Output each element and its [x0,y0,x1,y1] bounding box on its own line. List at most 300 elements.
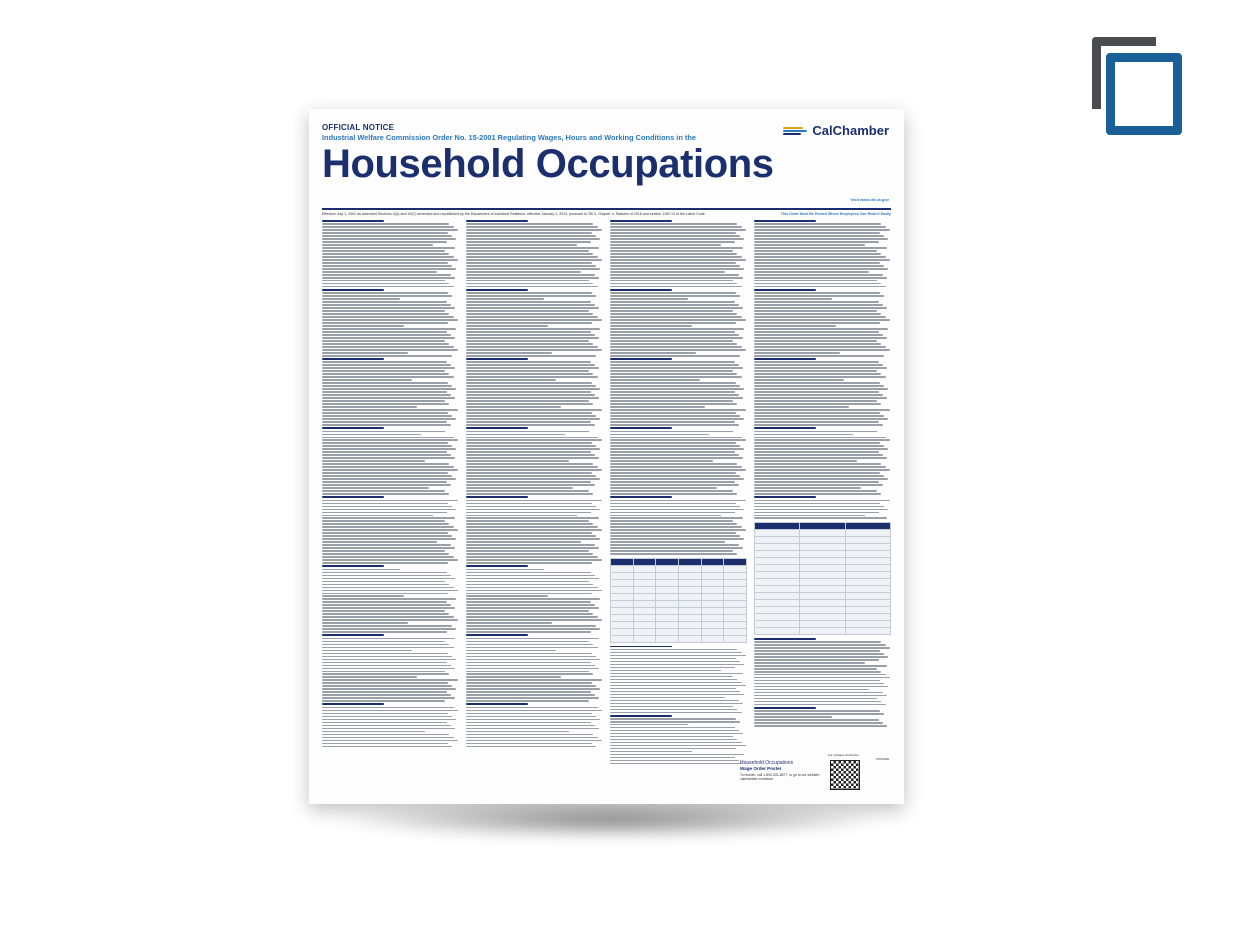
text-line [466,644,593,645]
text-line [466,553,593,554]
text-line [754,277,887,278]
text-line [466,569,544,570]
text-line [754,235,884,236]
text-line [754,346,886,347]
table-row [755,578,891,585]
table-row [755,522,891,529]
table-cell [611,565,634,572]
text-line [322,728,455,729]
table-cell [678,635,701,642]
text-line [610,343,737,344]
text-line [322,310,445,311]
table-cell [701,628,724,635]
text-line [610,463,737,464]
text-line [610,388,744,389]
text-line [610,355,740,356]
text-line [754,506,884,507]
text-line [466,265,596,266]
text-line [322,673,449,674]
text-line [610,724,688,725]
text-line [610,754,744,755]
text-line [466,238,600,239]
table-cell [633,614,656,621]
table-row [611,565,747,572]
table-cell [656,579,679,586]
text-line [610,742,742,743]
text-line [610,694,744,695]
text-line [610,442,736,443]
text-line [322,247,455,248]
text-line [754,725,887,726]
text-line [610,373,737,374]
text-line [322,697,455,698]
text-line [322,286,454,287]
text-line [466,607,599,608]
text-line [610,319,746,320]
text-line [754,370,877,371]
text-line [466,400,589,401]
table-cell [611,558,634,565]
table-cell [678,621,701,628]
text-line [322,691,447,692]
text-line [754,295,884,296]
text-line [466,578,599,579]
text-line [466,472,592,473]
text-line [322,688,456,689]
text-line [610,316,742,317]
column-1 [322,220,459,785]
text-line [322,644,449,645]
text-line [610,664,744,665]
text-line [610,229,746,230]
text-line [754,232,880,233]
text-line [754,656,888,657]
text-line [754,271,869,272]
text-line [322,358,384,360]
text-line [610,352,696,353]
text-line [466,385,596,386]
body-text-bottom [754,638,891,727]
text-line [754,493,881,494]
text-line [322,694,451,695]
text-line [610,706,733,707]
text-line [466,223,593,224]
text-line [610,517,743,518]
table-row [755,571,891,578]
table-cell [845,592,890,599]
table-row [755,585,891,592]
text-line [754,454,883,455]
table-cell [633,621,656,628]
text-line [754,638,816,640]
text-line [322,634,384,636]
table-cell [724,558,747,565]
text-line [610,340,733,341]
column-2 [466,220,603,785]
text-line [466,572,591,573]
text-line [610,394,739,395]
table-cell [800,536,845,543]
text-line [610,409,746,410]
text-line [466,442,592,443]
text-line [322,271,437,272]
text-line [322,328,456,329]
text-line [322,256,454,257]
text-line [466,509,600,510]
table-cell [755,564,800,571]
text-line [322,722,447,723]
table-cell [724,628,747,635]
text-line [610,400,733,401]
text-line [322,607,455,608]
text-line [466,403,593,404]
text-line [466,587,598,588]
text-line [754,394,883,395]
text-line [754,451,879,452]
text-line [754,238,888,239]
text-line [322,562,448,563]
text-line [754,719,879,720]
table-cell [656,628,679,635]
text-line [754,686,888,687]
text-line [610,457,743,458]
text-line [754,442,880,443]
text-line [610,523,737,524]
text-line [466,259,602,260]
meals-lodging-table [610,558,747,643]
table-cell [611,593,634,600]
text-line [322,370,445,371]
text-line [610,301,735,302]
poster [309,109,904,804]
table-row [755,529,891,536]
footer-title: Household Occupations [740,760,794,766]
table-cell [724,586,747,593]
text-line [466,593,592,594]
text-line [466,445,596,446]
text-line [322,547,455,548]
table-cell [678,614,701,621]
text-line [610,679,737,680]
reorder-text: To reorder, call 1-800-331-8877, or go to our website: calchamber.com/store [740,773,820,781]
table-cell [800,529,845,536]
text-line [466,590,602,591]
text-line [466,662,591,663]
text-line [322,355,452,356]
text-line [754,496,816,498]
text-line [610,661,740,662]
text-line [466,682,592,683]
text-line [610,478,744,479]
text-line [466,728,599,729]
text-line [322,238,456,239]
text-line [466,707,598,708]
text-line [754,286,886,287]
text-line [322,613,449,614]
text-line [322,665,451,666]
text-line [466,418,600,419]
text-line [466,460,569,461]
text-line [466,634,528,636]
text-line [610,349,746,350]
text-line [466,694,595,695]
table-cell [611,579,634,586]
text-line [322,725,451,726]
table-cell [656,607,679,614]
text-line [610,437,742,438]
text-line [322,719,456,720]
text-line [466,439,602,440]
text-line [610,391,735,392]
text-line [322,292,448,293]
text-line [466,610,589,611]
text-line [466,584,593,585]
text-line [466,679,602,680]
text-line [610,259,746,260]
text-line [610,364,739,365]
text-line [466,346,598,347]
table-cell [800,571,845,578]
table-cell [656,558,679,565]
text-line [466,448,600,449]
text-line [610,325,692,326]
table-cell [633,586,656,593]
text-line [466,367,599,368]
text-line [466,283,593,284]
text-line [466,697,599,698]
text-line [466,490,589,491]
text-line [610,481,735,482]
text-line [610,733,743,734]
text-line [610,509,744,510]
text-line [754,358,816,360]
text-line [322,671,445,672]
text-line [322,478,456,479]
text-line [754,722,883,723]
text-line [466,451,591,452]
text-line [754,448,888,449]
text-line [754,328,888,329]
text-line [610,346,742,347]
table-row [755,627,891,634]
table-cell [724,600,747,607]
table-cell [845,627,890,634]
text-line [322,463,449,464]
table-cell [755,557,800,564]
text-line [322,700,445,701]
text-line [322,391,447,392]
text-line [610,547,743,548]
text-line [754,490,877,491]
text-line [466,743,592,744]
table-cell [701,558,724,565]
text-line [466,665,595,666]
text-line [754,343,881,344]
text-line [466,394,595,395]
text-line [466,292,592,293]
text-line [610,427,672,429]
text-line [610,238,744,239]
text-line [610,283,737,284]
text-line [610,313,737,314]
text-line [610,736,733,737]
text-line [754,283,881,284]
text-line [322,220,384,222]
text-line [610,469,746,470]
text-line [322,676,417,677]
text-line [610,424,739,425]
text-line [610,538,744,539]
text-line [610,496,672,498]
text-line [610,739,737,740]
text-line [322,484,451,485]
table-cell [755,599,800,606]
table-cell [845,599,890,606]
text-line [322,454,451,455]
table-cell [701,565,724,572]
table-cell [611,586,634,593]
table-row [755,536,891,543]
calchamber-logo [783,123,889,138]
table-cell [678,572,701,579]
text-line [466,391,591,392]
text-line [610,709,737,710]
table-cell [678,600,701,607]
text-line [466,457,599,458]
text-line [322,550,445,551]
text-line [322,604,451,605]
text-line [610,307,743,308]
text-line [754,403,881,404]
text-line [322,625,452,626]
text-line [466,647,598,648]
text-line [466,631,591,632]
text-line [322,298,400,299]
posting-requirement: This Order Must Be Posted Where Employees Can Read It Easily [780,212,891,216]
text-line [322,659,456,660]
table-cell [656,586,679,593]
text-line [322,493,449,494]
text-line [754,674,886,675]
text-line [466,691,591,692]
text-line [466,253,593,254]
text-line [322,382,448,383]
text-line [466,598,600,599]
text-line [466,220,528,222]
text-line [754,400,877,401]
text-line [610,454,739,455]
text-line [754,226,886,227]
text-line [610,439,746,440]
text-line [754,692,883,693]
text-line [754,412,880,413]
text-line [466,575,595,576]
text-line [466,604,595,605]
text-line [322,229,458,230]
table-cell [800,599,845,606]
table-cell [800,557,845,564]
table-cell [678,586,701,593]
text-line [322,716,452,717]
text-line [322,731,425,732]
text-line [610,385,740,386]
text-line [322,232,448,233]
text-line [466,650,556,651]
text-line [322,650,412,651]
text-line [466,737,598,738]
poster-code: PWF15EL [876,757,890,761]
table-cell [800,606,845,613]
text-line [466,409,602,410]
text-line [322,316,454,317]
text-line [754,653,884,654]
text-line [322,590,458,591]
footer-subtitle: Wage Order Poster [740,766,782,771]
text-line [610,322,736,323]
text-line [466,437,598,438]
text-line [322,352,408,353]
text-line [754,659,879,660]
official-notice: OFFICIAL NOTICE [322,123,395,132]
text-line [754,481,879,482]
header-rule [322,208,891,210]
text-line [466,538,600,539]
text-line [322,431,445,432]
text-line [610,658,736,659]
text-line [610,697,725,698]
text-line [754,307,887,308]
text-line [322,619,458,620]
text-line [610,337,743,338]
table-cell [633,635,656,642]
text-line [754,304,883,305]
table-cell [724,565,747,572]
text-line [466,562,592,563]
text-line [610,673,743,674]
text-line [754,250,877,251]
text-line [754,415,884,416]
text-line [322,710,458,711]
text-line [754,301,879,302]
text-line [322,740,458,741]
text-line [610,421,735,422]
text-line [466,526,598,527]
text-line [466,734,593,735]
text-line [754,376,886,377]
text-line [610,760,739,761]
text-line [466,373,593,374]
text-line [466,653,592,654]
text-line [466,424,595,425]
text-line [466,544,595,545]
text-line [754,334,883,335]
table-cell [755,627,800,634]
text-line [610,379,700,380]
text-line [610,358,672,360]
text-line [466,412,592,413]
text-line [322,734,449,735]
text-line [754,707,816,709]
text-line [610,676,733,677]
text-line [466,235,596,236]
text-line [610,412,736,413]
table-cell [755,543,800,550]
text-line [322,262,448,263]
text-line [610,670,721,671]
text-line [610,451,735,452]
text-line [754,487,861,488]
text-line [466,517,599,518]
